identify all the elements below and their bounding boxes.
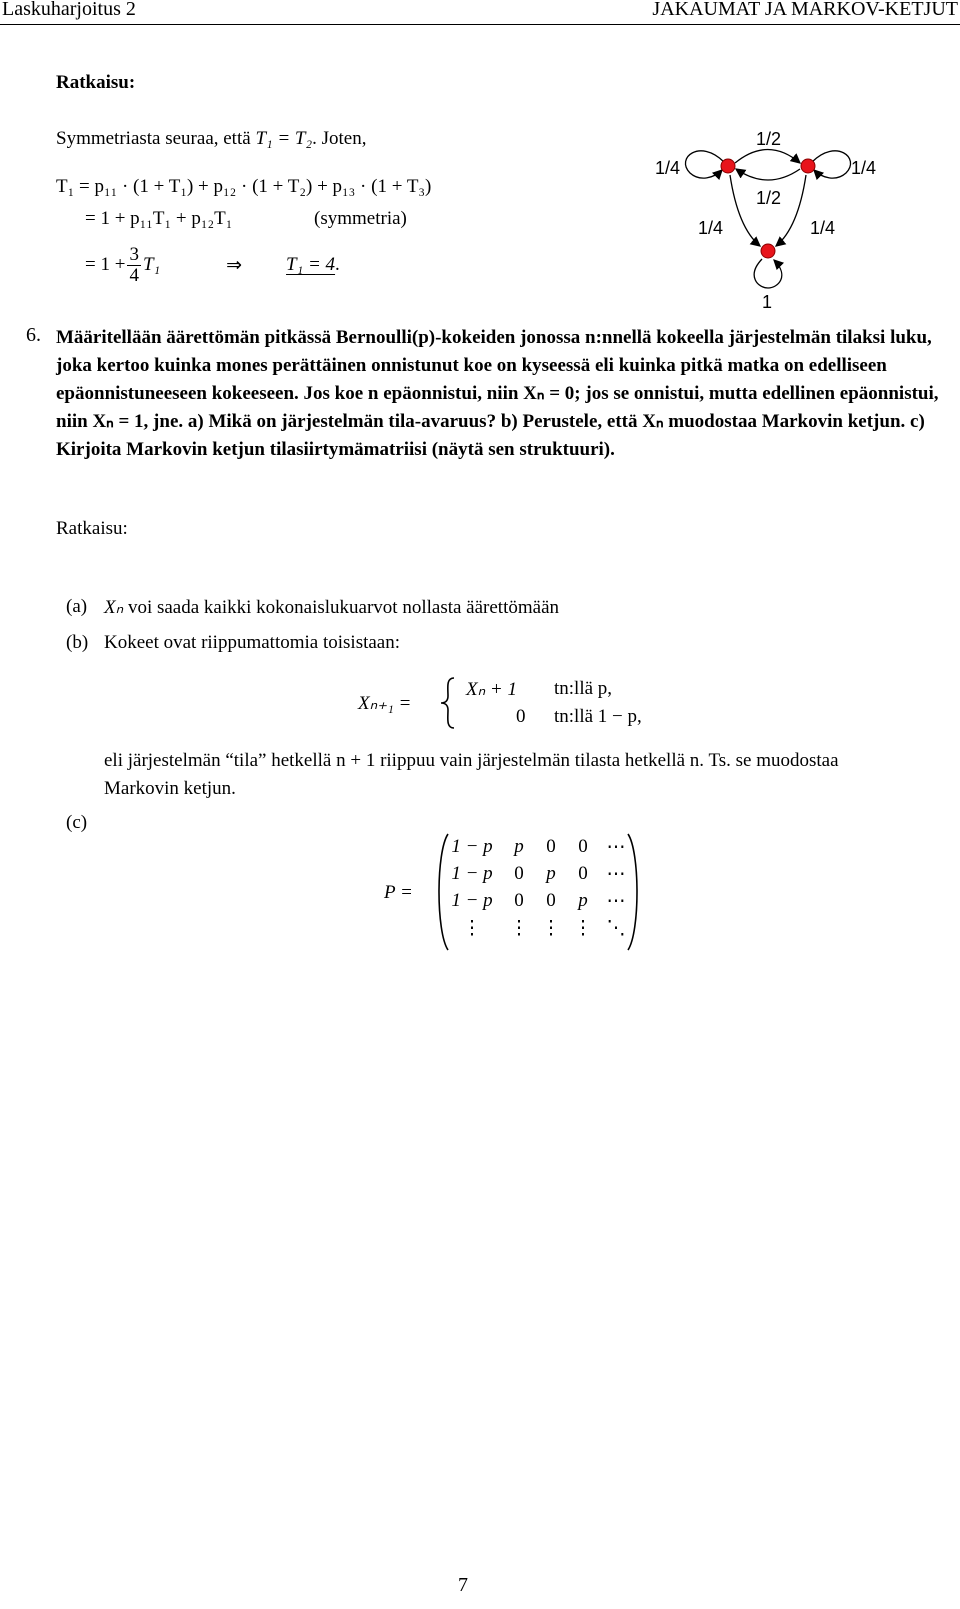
- symmetry-line: [56, 128, 366, 150]
- case1-condition: tn:llä p,: [554, 678, 613, 699]
- derivation-line-3: [85, 240, 340, 290]
- label-middle: 1/2: [756, 188, 782, 208]
- matrix-cell: 0: [578, 863, 588, 884]
- label-top: 1/2: [756, 129, 782, 149]
- matrix-cell: 1 − p: [451, 863, 493, 884]
- edge-top: [735, 150, 800, 164]
- node-left: [721, 159, 735, 173]
- header-rule: [0, 24, 960, 25]
- answer-b-follow-1: eli järjestelmän “tila” hetkellä n + 1 riippuu vain järjestelmän tilasta hetkellä n. Ts. se muodostaa: [104, 750, 839, 771]
- matrix-cell: ⋮: [541, 918, 561, 939]
- solution-label-2: Ratkaisu:: [56, 518, 128, 539]
- case2-condition: tn:llä 1 − p,: [554, 706, 642, 727]
- edge-right: [776, 175, 806, 246]
- matrix-cell: ⋮: [462, 918, 482, 939]
- matrix-cell: ⋯: [606, 864, 626, 885]
- matrix-cell: ⋯: [606, 837, 626, 858]
- label-right-edge: 1/4: [810, 218, 836, 238]
- matrix-cell: ⋮: [573, 918, 593, 939]
- markov-chain-diagram: [640, 118, 900, 318]
- matrix-cell: p: [514, 836, 524, 857]
- label-left-edge: 1/4: [698, 218, 724, 238]
- case2-value: 0: [516, 706, 526, 727]
- problem-text: Määritellään äärettömän pitkässä Bernoulli(p)-kokeiden jonossa n:nnellä kokeella järjestelmän tilaksi luku, joka kertoo kuinka mones perättäinen onnistunut koe on kyseessä eli kuinka pitkä matka on edelliseen epäonnistuneeseen kokeeseen. Jos koe n epäonnistui, niin Xₙ = 0; jos se onnistui, mutta edellinen epäonnistui, niin Xₙ = 1, jne. a) Mikä on järjestelmän tila-avaruus? b) Perustele, että Xₙ muodostaa Markovin ketjun. c) Kirjoita Markovin ketjun tilasiirtymämatriisi (näytä sen struktuuri).: [56, 327, 939, 460]
- fraction-numerator: 3: [129, 243, 139, 265]
- label-bottom-loop: 1: [762, 292, 773, 312]
- label-right-loop: 1/4: [851, 158, 877, 178]
- matrix-cell: 0: [546, 836, 556, 857]
- matrix-cell: ⋱: [606, 918, 626, 939]
- edge-middle: [736, 169, 800, 180]
- cases-lhs: Xₙ₊₁ =: [358, 693, 412, 714]
- answer-a-text: voi saada kaikki kokonaislukuarvot nollasta äärettömään: [127, 597, 559, 618]
- matrix-cell: 0: [514, 890, 524, 911]
- derivation-note: (symmetria): [314, 208, 407, 229]
- result-dot: .: [335, 254, 340, 275]
- header-right: JAKAUMAT JA MARKOV-KETJUT: [652, 0, 958, 20]
- answer-a-var: Xₙ: [104, 597, 124, 618]
- answer-a-label: (a): [66, 596, 88, 617]
- matrix-cell: 1 − p: [451, 836, 493, 857]
- loop-left: [685, 151, 724, 178]
- fraction: [127, 245, 141, 286]
- header-left: Laskuharjoitus 2: [2, 0, 136, 20]
- cases-brace: [438, 676, 458, 730]
- answer-a: [104, 596, 559, 619]
- symmetry-equation: T₁ = T₂: [255, 128, 313, 149]
- derivation-prefix: = 1 +: [85, 254, 126, 275]
- node-right: [801, 159, 815, 173]
- symmetry-lead: Symmetriasta seuraa, että: [56, 128, 251, 149]
- matrix-cell: ⋮: [509, 918, 529, 939]
- answer-b-label: (b): [66, 632, 89, 653]
- answer-b-follow-2: Markovin ketjun.: [104, 778, 236, 799]
- case1-value: Xₙ + 1: [466, 679, 517, 700]
- derivation-line-1: T₁ = p₁₁ · (1 + T₁) + p₁₂ · (1 + T₂) + p₁₃ · (1 + T₃): [56, 176, 432, 197]
- implies-arrow: ⇒: [226, 254, 243, 276]
- problem-number: 6.: [26, 324, 41, 346]
- matrix-cell: ⋯: [606, 891, 626, 912]
- result-expr: T₁ = 4: [286, 254, 336, 275]
- edge-left: [730, 175, 760, 246]
- label-left-loop: 1/4: [655, 158, 681, 178]
- matrix-cell: 1 − p: [451, 890, 493, 911]
- answer-b-text: Kokeet ovat riippumattomia toisistaan:: [104, 632, 401, 653]
- matrix-cell: p: [578, 890, 588, 911]
- matrix-cell: p: [546, 863, 556, 884]
- derivation-line-2: = 1 + p₁₁T₁ + p₁₂T₁: [85, 208, 233, 229]
- solution-label: Ratkaisu:: [56, 72, 136, 93]
- loop-right: [812, 151, 851, 178]
- page-number: 7: [458, 1574, 468, 1596]
- matrix-lhs: P =: [384, 882, 413, 903]
- matrix-cell: 0: [578, 836, 588, 857]
- matrix-cell: 0: [546, 890, 556, 911]
- fraction-denominator: 4: [129, 264, 139, 286]
- loop-bottom: [754, 259, 782, 288]
- matrix-cell: 0: [514, 863, 524, 884]
- node-bottom: [761, 244, 775, 258]
- derivation-result: [286, 254, 335, 276]
- derivation-var: T₁: [142, 254, 161, 275]
- answer-c-label: (c): [66, 812, 88, 833]
- symmetry-tail: . Joten,: [312, 128, 367, 149]
- transition-matrix: [444, 836, 634, 956]
